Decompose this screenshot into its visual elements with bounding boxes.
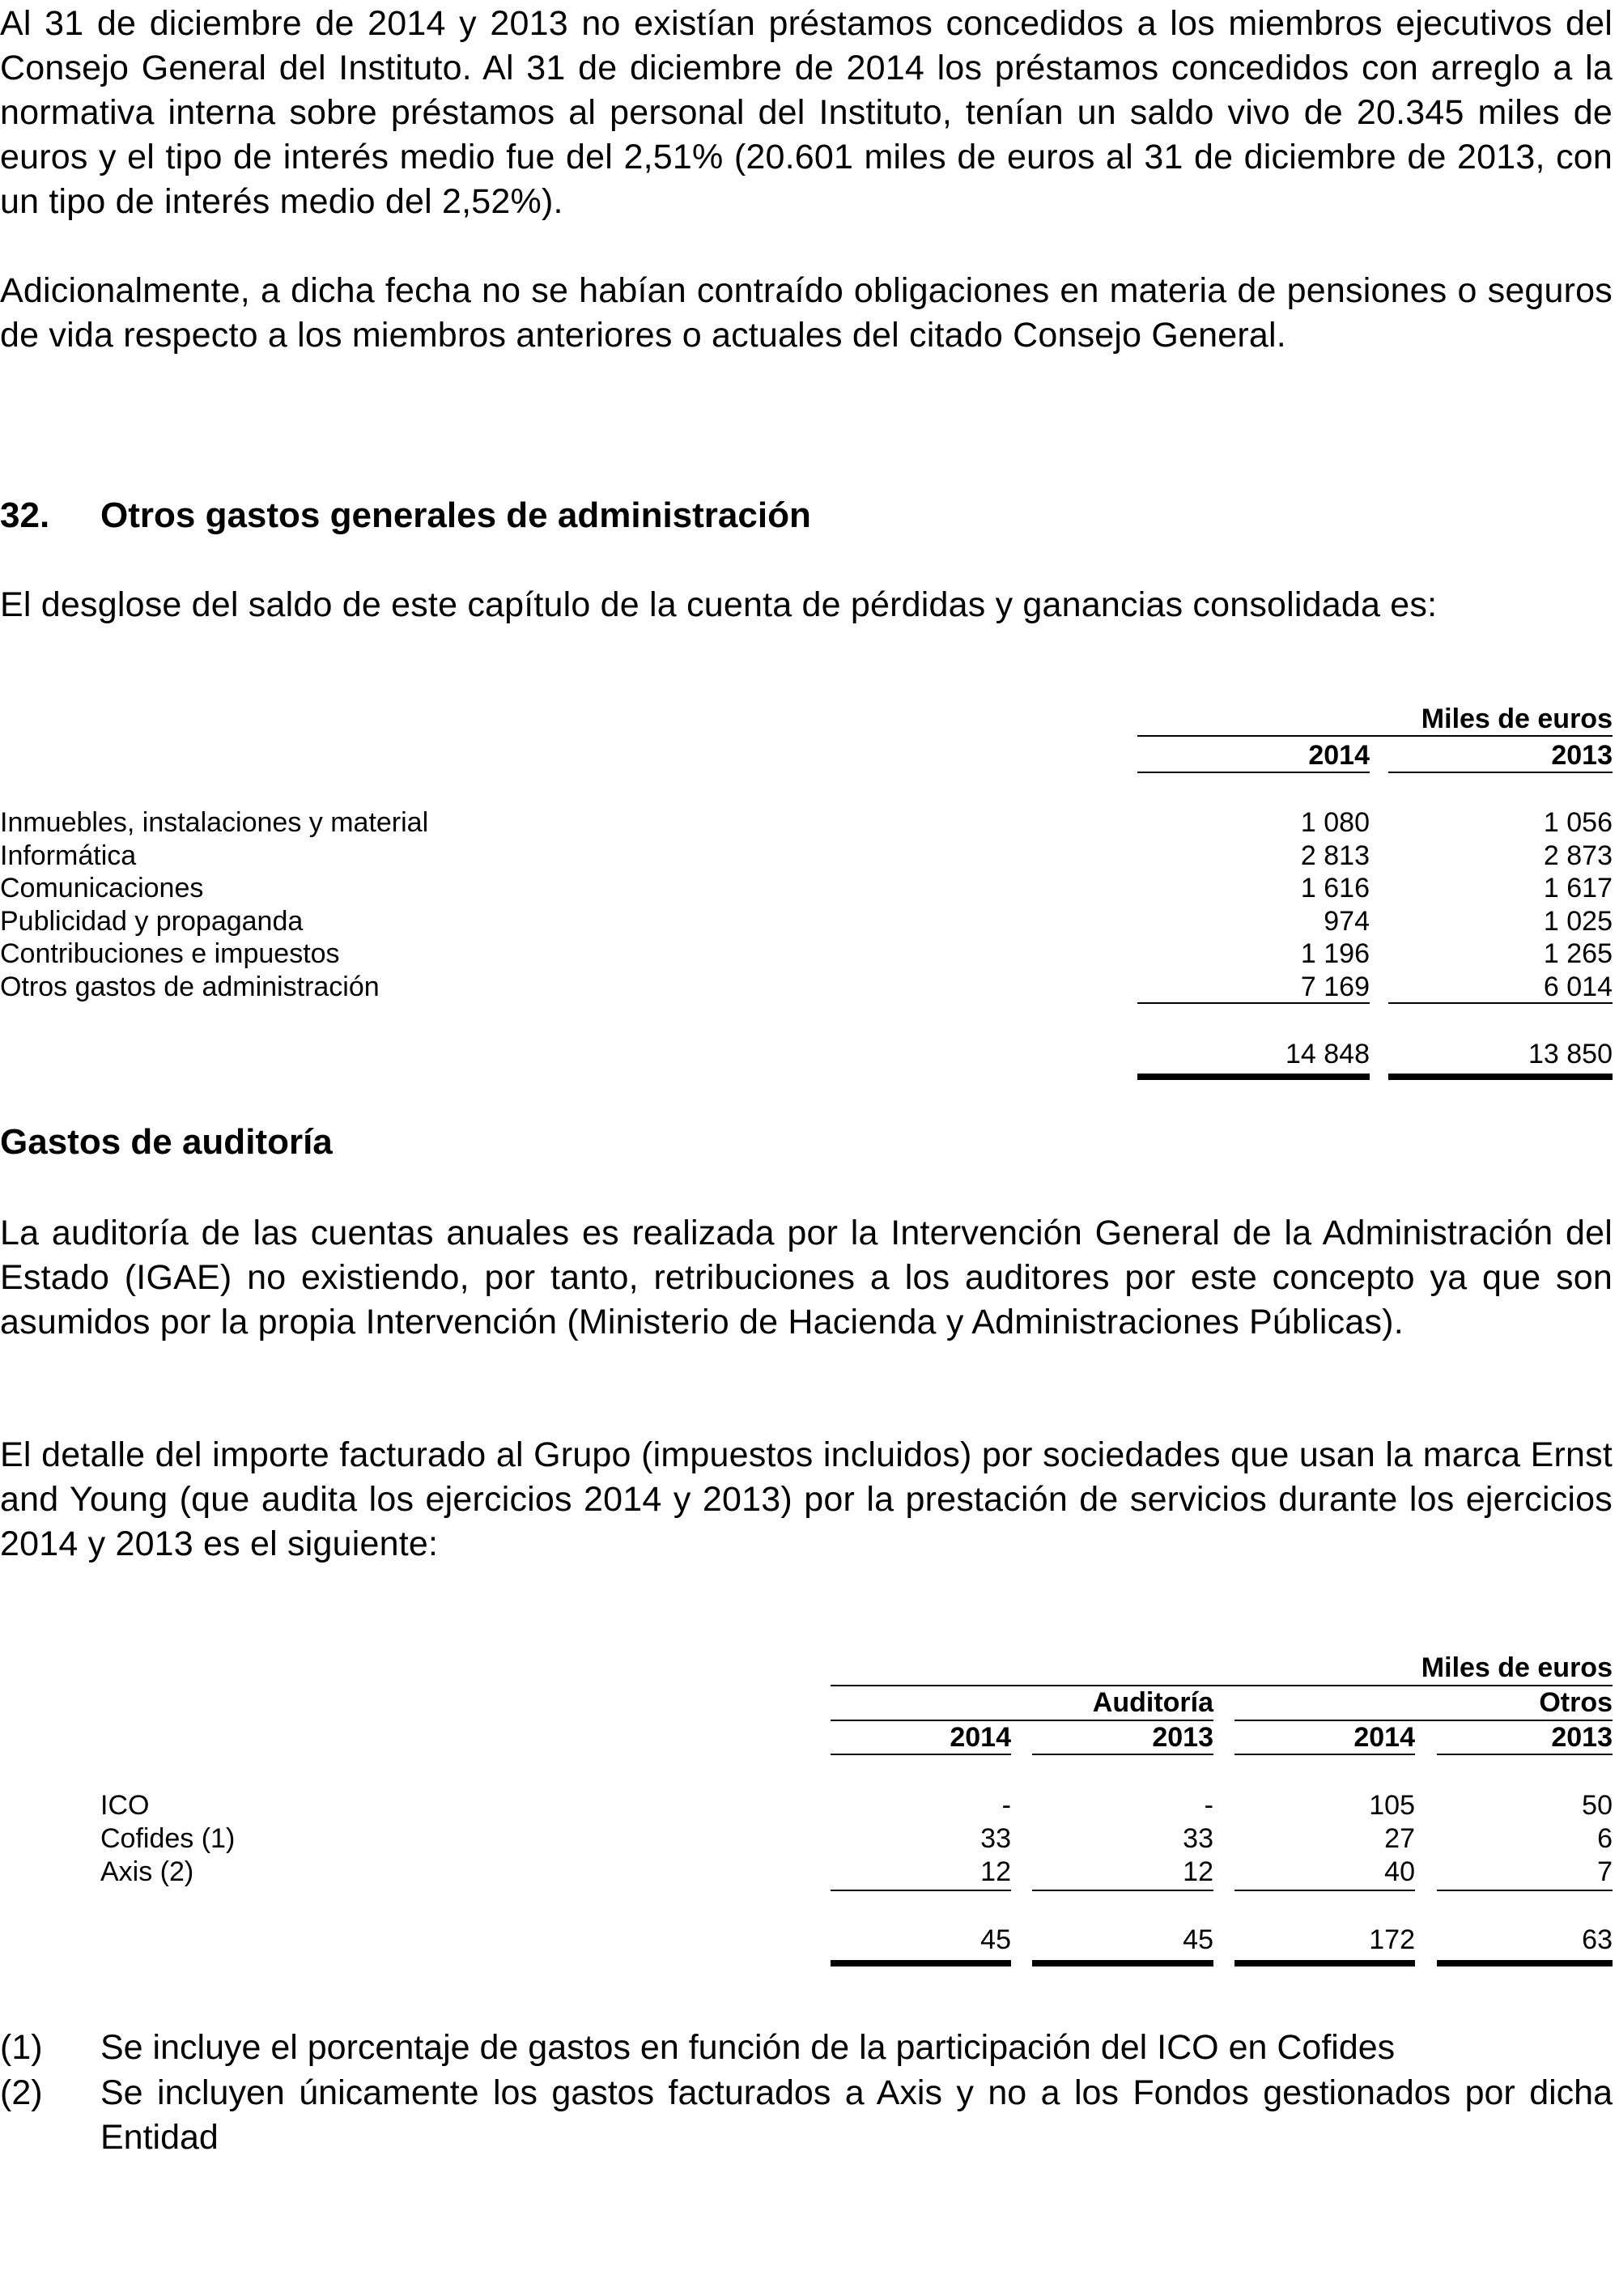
row-value-2013: 1 617 [1543, 873, 1613, 904]
total-value: 45 [980, 1924, 1011, 1955]
row-value-2014: 1 196 [1300, 938, 1370, 969]
footnote-mark: (2) [0, 2073, 43, 2112]
row-value: 6 [1597, 1823, 1613, 1854]
section-number: 32. [0, 495, 50, 535]
row-value: 105 [1369, 1790, 1415, 1821]
subtotal-rule [831, 1890, 1011, 1891]
row-label: Comunicaciones [0, 873, 204, 904]
subtotal-rule [1032, 1890, 1213, 1891]
row-label: ICO [100, 1790, 150, 1821]
col-rule-2013 [1388, 772, 1613, 773]
subtotal-rule-2014 [1137, 1002, 1370, 1004]
row-label: Otros gastos de administración [0, 971, 380, 1002]
col-header-2014: 2014 [1308, 740, 1370, 771]
row-value: 27 [1384, 1823, 1415, 1854]
intro-paragraph-pensions: Adicionalmente, a dicha fecha no se habían contraído obligaciones en materia de pensiones o seguros de vida respecto a los miembros anteriores o actuales del citado Consejo General. [0, 271, 1613, 355]
audit-heading: Gastos de auditoría [0, 1122, 333, 1162]
row-value: 40 [1384, 1856, 1415, 1887]
audit-paragraph-igae: La auditoría de las cuentas anuales es realizada por la Intervención General de la Administración del Estado (IGAE) no existiendo, por tanto, retribuciones a los auditores por este concepto ya que son asumidos por la propia Intervención (Ministerio de Hacienda y Administraciones Públicas). [0, 1214, 1613, 1341]
row-value: - [1001, 1790, 1011, 1821]
total-value: 45 [1183, 1924, 1213, 1955]
col-header-year: 2014 [950, 1722, 1011, 1753]
col-rule-2014 [1137, 772, 1370, 773]
row-label: Axis (2) [100, 1856, 194, 1887]
row-value-2014: 1 616 [1300, 873, 1370, 904]
section-title: Otros gastos generales de administración [100, 495, 811, 535]
subtotal-rule [1437, 1890, 1613, 1891]
total-double-rule [1032, 1960, 1213, 1966]
footnote-text: Se incluye el porcentaje de gastos en función de la participación del ICO en Cofides [100, 2028, 1396, 2067]
subtotal-rule-2013 [1388, 1002, 1613, 1004]
row-label: Contribuciones e impuestos [0, 938, 340, 969]
total-double-rule [831, 1960, 1011, 1966]
total-2014: 14 848 [1285, 1039, 1370, 1069]
row-value: - [1204, 1790, 1213, 1821]
row-value: 7 [1597, 1856, 1613, 1887]
col-rule [1437, 1754, 1613, 1755]
total-value: 63 [1582, 1924, 1613, 1955]
total-double-rule [1234, 1960, 1415, 1966]
subtotal-rule [1234, 1890, 1415, 1891]
table-unit-header: Miles de euros [1421, 704, 1613, 734]
row-value-2013: 2 873 [1543, 840, 1613, 871]
footnote-mark: (1) [0, 2028, 43, 2067]
intro-paragraph-loans: Al 31 de diciembre de 2014 y 2013 no existían préstamos concedidos a los miembros ejecutivos del Consejo General del Instituto. Al 31 de diciembre de 2014 los préstamos concedidos con arreglo a la normativa interna sobre préstamos al personal del Instituto, tenían un saldo vivo de 20.345 miles de euros y el tipo de interés medio fue del 2,51% (20.601 miles de euros al 31 de diciembre de 2013, con un tipo de interés medio del 2,52%). [0, 4, 1613, 221]
col-header-year: 2014 [1353, 1722, 1415, 1753]
row-value-2014: 7 169 [1300, 971, 1370, 1002]
col-header-year: 2013 [1152, 1722, 1213, 1753]
total-double-rule-2013 [1388, 1074, 1613, 1080]
header-rule [1137, 735, 1613, 737]
row-value: 12 [980, 1856, 1011, 1887]
audit-paragraph-ey: El detalle del importe facturado al Grupo (impuestos incluidos) por sociedades que usan la marca Ernst and Young (que audita los ejercicios 2014 y 2013) por la prestación de servicios durante los ejercicios 2014 y 2013 es el siguiente: [0, 1435, 1613, 1563]
row-value-2013: 6 014 [1543, 971, 1613, 1002]
total-double-rule [1437, 1960, 1613, 1966]
row-value-2013: 1 265 [1543, 938, 1613, 969]
section-32-intro: El desglose del saldo de este capítulo de la cuenta de pérdidas y ganancias consolidada es: [0, 585, 1438, 624]
row-value: 12 [1183, 1856, 1213, 1887]
col-rule [1032, 1754, 1213, 1755]
total-double-rule-2014 [1137, 1074, 1370, 1080]
row-label: Inmuebles, instalaciones y material [0, 807, 429, 838]
row-value-2014: 974 [1324, 905, 1370, 937]
row-value: 50 [1582, 1790, 1613, 1821]
row-value-2014: 1 080 [1300, 807, 1370, 838]
table-unit-header: Miles de euros [1421, 1652, 1613, 1683]
total-value: 172 [1369, 1924, 1415, 1955]
row-value-2013: 1 056 [1543, 807, 1613, 838]
col-rule [1234, 1754, 1415, 1755]
row-value-2013: 1 025 [1543, 905, 1613, 937]
group-header-auditoria: Auditoría [1092, 1687, 1213, 1718]
footnote-text: Se incluyen únicamente los gastos facturados a Axis y no a los Fondos gestionados por dicha Entidad [100, 2073, 1613, 2157]
row-label: Informática [0, 840, 137, 871]
col-rule [831, 1754, 1011, 1755]
row-value: 33 [980, 1823, 1011, 1854]
row-value-2014: 2 813 [1300, 840, 1370, 871]
row-label: Cofides (1) [100, 1823, 236, 1854]
col-header-2013: 2013 [1551, 740, 1613, 771]
col-header-year: 2013 [1551, 1722, 1613, 1753]
section-32-heading [0, 495, 811, 536]
group-header-otros: Otros [1539, 1687, 1613, 1718]
row-value: 33 [1183, 1823, 1213, 1854]
footnote [0, 2071, 1613, 2162]
total-2013: 13 850 [1528, 1039, 1613, 1069]
row-label: Publicidad y propaganda [0, 905, 304, 937]
